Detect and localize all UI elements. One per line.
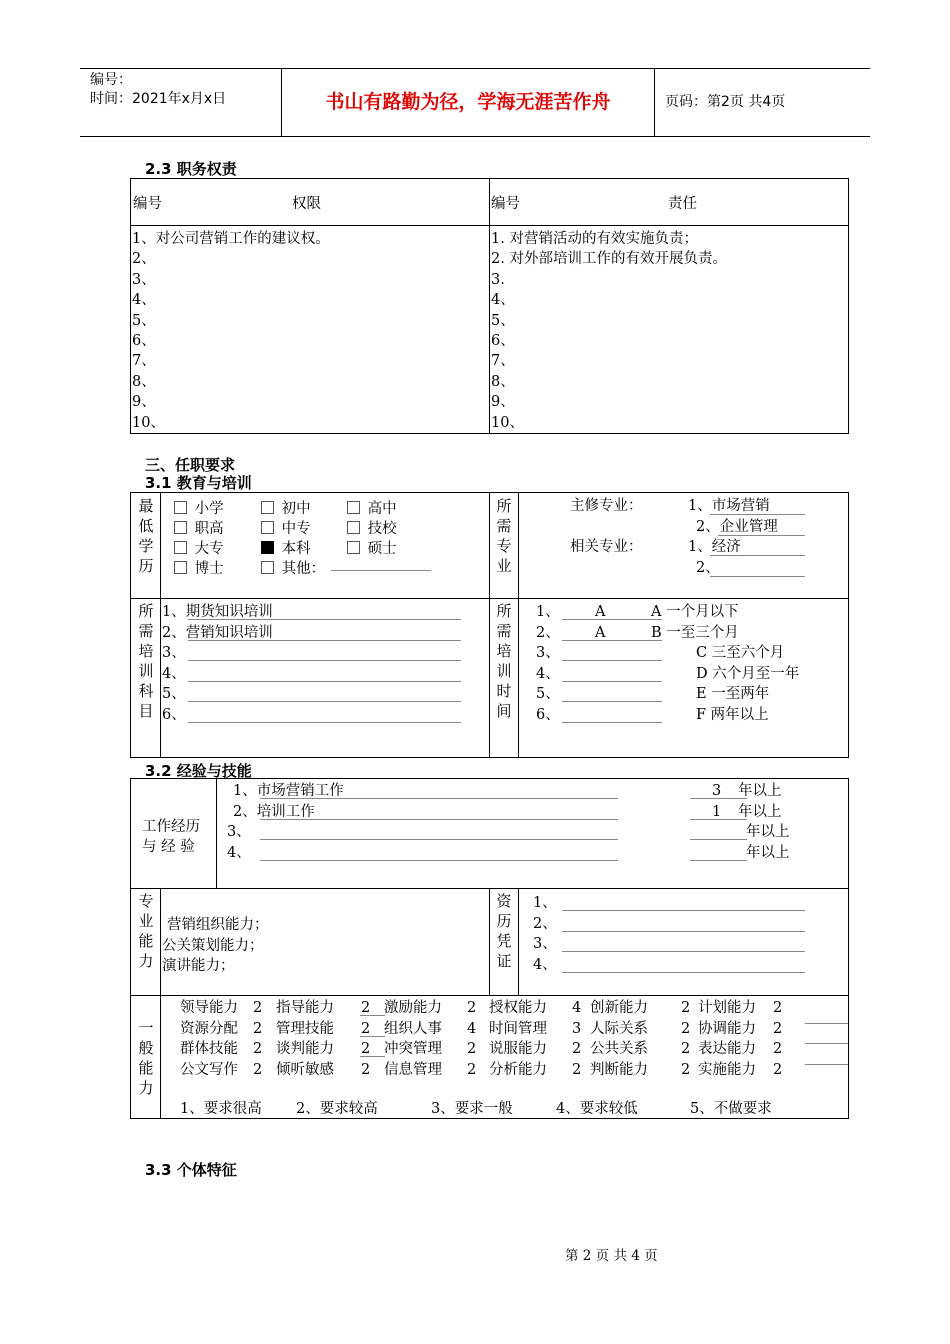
checkbox-icon[interactable] xyxy=(347,501,360,514)
general-ability-score: 2 xyxy=(467,1000,477,1016)
related-major-1: 1、经济 xyxy=(688,539,741,555)
rating-legend-item: 2、要求较高 xyxy=(296,1101,378,1117)
education-option-label: 博士 xyxy=(190,561,224,577)
general-ability-name: 指导能力 xyxy=(276,1000,334,1016)
label-char: 学 xyxy=(138,537,154,555)
label-char: 所 xyxy=(138,602,154,620)
general-ability-name: 激励能力 xyxy=(384,1000,442,1016)
education-option-label: 职高 xyxy=(190,521,224,537)
training-time-option: D 六个月至一年 xyxy=(696,665,800,682)
authority-item: 9、 xyxy=(132,394,156,411)
training-time-option: B 一至三个月 xyxy=(651,624,739,641)
general-ability-score: 2 xyxy=(773,1061,783,1078)
authority-item: 5、 xyxy=(132,312,156,329)
training-subject: 5、 xyxy=(162,686,186,703)
credential-item: 4、 xyxy=(533,956,557,973)
label-char: 最 xyxy=(138,497,154,515)
label-char: 业 xyxy=(138,912,154,930)
work-experience-item: 3、 xyxy=(227,824,251,841)
credential-item: 2、 xyxy=(533,915,557,932)
label-char: 凭 xyxy=(496,932,512,950)
section-3-1-title: 3.1 教育与培训 xyxy=(145,474,252,492)
general-ability-score: 2 xyxy=(572,1041,582,1058)
training-time-value: A xyxy=(595,604,606,620)
general-ability-score: 2 xyxy=(773,1041,783,1058)
training-subject: 2、营销知识培训 xyxy=(162,624,273,641)
label-char: 资 xyxy=(496,892,512,910)
years-suffix: 年以上 xyxy=(746,824,790,841)
number-label: 编号： xyxy=(90,72,132,88)
authority-item: 1、对公司营销工作的建议权。 xyxy=(132,231,330,247)
underline xyxy=(562,972,805,973)
training-time-num: 3、 xyxy=(536,645,560,662)
general-ability-score: 2 xyxy=(773,1000,783,1016)
underline xyxy=(690,860,747,861)
general-ability-score: 4 xyxy=(572,1000,582,1016)
authority-no-header: 编号 xyxy=(133,196,162,212)
related-major-2: 2、 xyxy=(696,560,720,576)
label-char: 需 xyxy=(496,622,512,640)
underline xyxy=(562,931,805,932)
underline xyxy=(188,640,461,641)
responsibility-item: 4、 xyxy=(491,292,515,309)
education-option-label: 本科 xyxy=(277,541,311,557)
training-time-num: 4、 xyxy=(536,665,560,682)
main-major-label: 主修专业： xyxy=(570,498,643,514)
underline xyxy=(805,1043,848,1044)
years-suffix: 年以上 xyxy=(746,844,790,861)
training-time-option: A 一个月以下 xyxy=(651,604,739,620)
table-divider xyxy=(130,598,849,599)
work-label-1: 工作经历 xyxy=(142,819,200,835)
general-ability-score: 2 xyxy=(253,1000,263,1016)
table-divider xyxy=(216,778,217,888)
underline xyxy=(188,701,461,702)
general-ability-score: 2 xyxy=(361,1041,371,1058)
education-option[interactable] xyxy=(174,537,224,558)
general-ability-score: 2 xyxy=(253,1061,263,1078)
section-2-3-title: 2.3 职务权责 xyxy=(145,160,237,178)
table-divider xyxy=(518,888,519,995)
general-ability-score: 2 xyxy=(467,1061,477,1078)
related-major-label: 相关专业： xyxy=(570,539,643,555)
header-page-info: 页码：第2页 共4页 xyxy=(665,94,786,110)
training-time-value: A xyxy=(595,624,606,641)
rating-legend-item: 3、要求一般 xyxy=(431,1101,513,1117)
responsibility-item: 1. 对营销活动的有效实施负责； xyxy=(491,231,698,247)
general-ability-score: 4 xyxy=(467,1020,477,1037)
education-option[interactable] xyxy=(261,537,311,558)
section-3-title: 三、任职要求 xyxy=(145,456,236,474)
training-time-option: E 一至两年 xyxy=(696,686,770,703)
time-label: 时间：2021年x月x日 xyxy=(90,91,227,107)
label-char: 能 xyxy=(138,932,154,950)
underline xyxy=(562,619,662,620)
underline xyxy=(331,570,431,571)
general-ability-score: 2 xyxy=(361,1000,371,1016)
underline xyxy=(805,1023,848,1024)
header-meta xyxy=(80,69,282,136)
rating-legend-item: 4、要求较低 xyxy=(556,1101,638,1117)
label-char: 训 xyxy=(496,662,512,680)
general-ability-label xyxy=(135,1018,157,1098)
underline xyxy=(360,1036,385,1037)
general-ability-name: 冲突管理 xyxy=(384,1041,442,1058)
underline xyxy=(710,576,805,577)
education-option[interactable] xyxy=(261,557,325,578)
major-label xyxy=(493,496,515,576)
page-header xyxy=(80,68,870,137)
main-major-2: 2、企业管理 xyxy=(696,519,778,535)
general-ability-name: 计划能力 xyxy=(698,1000,756,1016)
education-option[interactable] xyxy=(174,557,224,578)
label-char: 所 xyxy=(496,602,512,620)
general-ability-name: 授权能力 xyxy=(489,1000,547,1016)
authority-item: 7、 xyxy=(132,353,156,370)
general-ability-score: 2 xyxy=(253,1041,263,1058)
underline xyxy=(690,839,747,840)
general-ability-name: 说服能力 xyxy=(489,1041,547,1058)
general-ability-score: 2 xyxy=(253,1020,263,1037)
general-ability-name: 表达能力 xyxy=(698,1041,756,1058)
general-ability-name: 实施能力 xyxy=(698,1061,756,1078)
underline xyxy=(562,701,662,702)
general-ability-name: 判断能力 xyxy=(590,1061,648,1078)
training-subject: 1、期货知识培训 xyxy=(162,604,273,620)
table-divider xyxy=(489,178,490,434)
checkbox-icon[interactable] xyxy=(347,541,360,554)
general-ability-score: 2 xyxy=(681,1000,691,1016)
table-divider xyxy=(518,492,519,758)
training-time-num: 2、 xyxy=(536,624,560,641)
label-char: 目 xyxy=(138,702,154,720)
rating-legend-item: 5、不做要求 xyxy=(690,1101,772,1117)
label-char: 历 xyxy=(138,557,154,575)
training-subject: 3、 xyxy=(162,645,186,662)
education-option-label: 硕士 xyxy=(363,541,397,557)
underline xyxy=(260,860,618,861)
general-ability-name: 公文写作 xyxy=(180,1061,238,1078)
education-option[interactable] xyxy=(261,497,311,518)
authority-header: 权限 xyxy=(292,196,321,212)
general-ability-name: 分析能力 xyxy=(489,1061,547,1078)
underline xyxy=(260,839,618,840)
work-years-value: 1 xyxy=(712,803,722,820)
checkbox-icon[interactable] xyxy=(174,561,187,574)
label-char: 低 xyxy=(138,517,154,535)
underline xyxy=(562,681,662,682)
work-years-value: 3 xyxy=(712,783,722,799)
page-footer: 第 2 页 共 4 页 xyxy=(565,1248,658,1264)
header-motto: 书山有路勤为径，学海无涯苦作舟 xyxy=(282,69,655,136)
education-option-label: 技校 xyxy=(363,521,397,537)
underline xyxy=(360,1015,385,1016)
education-option-label: 小学 xyxy=(190,501,224,517)
checkbox-icon[interactable] xyxy=(261,501,274,514)
underline xyxy=(562,722,662,723)
training-subject: 6、 xyxy=(162,707,186,723)
general-ability-score: 3 xyxy=(572,1020,582,1037)
label-char: 科 xyxy=(138,682,154,700)
authority-item: 4、 xyxy=(132,292,156,309)
responsibility-item: 8、 xyxy=(491,373,515,390)
checkbox-icon[interactable] xyxy=(174,521,187,534)
table-divider xyxy=(160,888,161,1119)
underline xyxy=(260,798,618,799)
general-ability-name: 创新能力 xyxy=(590,1000,648,1016)
underline xyxy=(718,535,805,536)
checkbox-icon[interactable] xyxy=(174,501,187,514)
label-char: 需 xyxy=(138,622,154,640)
table-divider xyxy=(160,492,161,758)
underline xyxy=(188,722,461,723)
education-option-label: 初中 xyxy=(277,501,311,517)
general-ability-name: 时间管理 xyxy=(489,1020,547,1037)
label-char: 证 xyxy=(496,952,512,970)
training-time-option: F 两年以上 xyxy=(696,707,769,723)
underline xyxy=(260,819,618,820)
general-ability-name: 倾听敏感 xyxy=(276,1061,334,1078)
general-ability-name: 信息管理 xyxy=(384,1061,442,1078)
label-char: 需 xyxy=(496,517,512,535)
professional-ability-label xyxy=(135,891,157,971)
responsibility-no-header: 编号 xyxy=(491,196,520,212)
work-experience-item: 4、 xyxy=(227,844,251,861)
responsibility-item: 10、 xyxy=(491,414,524,431)
authority-item: 8、 xyxy=(132,373,156,390)
checkbox-icon[interactable] xyxy=(174,541,187,554)
work-label-2: 与 经 验 xyxy=(142,839,195,855)
label-char: 时 xyxy=(496,682,512,700)
education-option-label: 高中 xyxy=(363,501,397,517)
label-char: 专 xyxy=(138,892,154,910)
authority-item: 6、 xyxy=(132,333,156,349)
work-experience-item: 2、培训工作 xyxy=(233,803,315,820)
professional-ability-item: 演讲能力； xyxy=(162,958,235,975)
main-major-1: 1、市场营销 xyxy=(688,498,770,514)
label-char: 所 xyxy=(496,497,512,515)
responsibility-item: 9、 xyxy=(491,394,515,411)
years-suffix: 年以上 xyxy=(738,783,782,799)
training-subject: 4、 xyxy=(162,665,186,682)
underline xyxy=(710,555,805,556)
underline xyxy=(360,1056,385,1057)
years-suffix: 年以上 xyxy=(738,803,782,820)
responsibility-item: 3. xyxy=(491,271,505,288)
general-ability-name: 管理技能 xyxy=(276,1020,334,1037)
label-char: 能 xyxy=(138,1059,154,1077)
label-char: 力 xyxy=(138,952,154,970)
general-ability-name: 资源分配 xyxy=(180,1020,238,1037)
checkbox-icon[interactable] xyxy=(347,521,360,534)
education-option[interactable] xyxy=(261,517,311,538)
table-divider xyxy=(130,995,849,996)
education-option[interactable] xyxy=(174,517,224,538)
label-char: 业 xyxy=(496,557,512,575)
general-ability-score: 2 xyxy=(681,1020,691,1037)
education-option-label: 大专 xyxy=(190,541,224,557)
section-3-3-title: 3.3 个体特征 xyxy=(145,1161,237,1179)
table-divider xyxy=(130,225,849,226)
label-char: 培 xyxy=(496,642,512,660)
label-char: 间 xyxy=(496,702,512,720)
label-char: 训 xyxy=(138,662,154,680)
underline xyxy=(710,514,805,515)
general-ability-name: 协调能力 xyxy=(698,1020,756,1037)
responsibility-item: 6、 xyxy=(491,333,515,349)
table-divider xyxy=(489,492,490,758)
general-ability-score: 2 xyxy=(681,1041,691,1058)
underline xyxy=(562,951,805,952)
training-time-num: 6、 xyxy=(536,707,560,723)
authority-item: 10、 xyxy=(132,414,165,431)
training-time-label xyxy=(493,601,515,721)
general-ability-name: 人际关系 xyxy=(590,1020,648,1037)
underline xyxy=(562,640,662,641)
general-ability-name: 公共关系 xyxy=(590,1041,648,1058)
label-char: 历 xyxy=(496,912,512,930)
training-time-num: 1、 xyxy=(536,604,560,620)
checkbox-icon[interactable] xyxy=(261,561,274,574)
work-experience-item: 1、市场营销工作 xyxy=(233,783,344,799)
authority-item: 3、 xyxy=(132,271,156,288)
general-ability-score: 2 xyxy=(681,1061,691,1078)
label-char: 培 xyxy=(138,642,154,660)
education-option[interactable] xyxy=(347,497,397,518)
section-3-2-title: 3.2 经验与技能 xyxy=(145,762,252,780)
authority-item: 2、 xyxy=(132,251,156,268)
label-char: 般 xyxy=(138,1039,154,1057)
general-ability-name: 群体技能 xyxy=(180,1041,238,1058)
professional-ability-item: 营销组织能力； xyxy=(167,917,269,933)
credential-label xyxy=(493,891,515,971)
responsibility-header: 责任 xyxy=(668,196,697,212)
general-ability-name: 谈判能力 xyxy=(276,1041,334,1058)
min-education-label xyxy=(135,496,157,576)
general-ability-score: 2 xyxy=(361,1020,371,1037)
general-ability-score: 2 xyxy=(467,1041,477,1058)
responsibility-item: 2. 对外部培训工作的有效开展负责。 xyxy=(491,251,727,268)
education-option-label: 其他： xyxy=(277,561,326,577)
education-option[interactable] xyxy=(174,497,224,518)
general-ability-score: 2 xyxy=(572,1061,582,1078)
general-ability-name: 领导能力 xyxy=(180,1000,238,1016)
underline xyxy=(562,910,805,911)
responsibility-item: 5、 xyxy=(491,312,515,329)
education-option-label: 中专 xyxy=(277,521,311,537)
label-char: 力 xyxy=(138,1079,154,1097)
professional-ability-item: 公关策划能力； xyxy=(162,937,264,954)
education-option[interactable] xyxy=(347,517,397,538)
underline xyxy=(188,660,461,661)
underline xyxy=(805,1064,848,1065)
general-ability-score: 2 xyxy=(773,1020,783,1037)
responsibility-item: 7、 xyxy=(491,353,515,370)
education-option[interactable] xyxy=(347,537,397,558)
general-ability-name: 组织人事 xyxy=(384,1020,442,1037)
training-subjects-label xyxy=(135,601,157,721)
table-divider xyxy=(489,888,490,995)
credential-item: 3、 xyxy=(533,936,557,953)
label-char: 一 xyxy=(138,1019,154,1037)
underline xyxy=(188,681,461,682)
training-time-option: C 三至六个月 xyxy=(696,645,785,662)
underline xyxy=(188,619,461,620)
checkbox-icon[interactable] xyxy=(261,521,274,534)
label-char: 专 xyxy=(496,537,512,555)
credential-item: 1、 xyxy=(533,895,557,911)
general-ability-score: 2 xyxy=(361,1061,371,1078)
checkbox-checked-icon[interactable] xyxy=(261,541,274,554)
rating-legend-item: 1、要求很高 xyxy=(180,1101,262,1117)
training-time-num: 5、 xyxy=(536,686,560,703)
underline xyxy=(562,660,662,661)
